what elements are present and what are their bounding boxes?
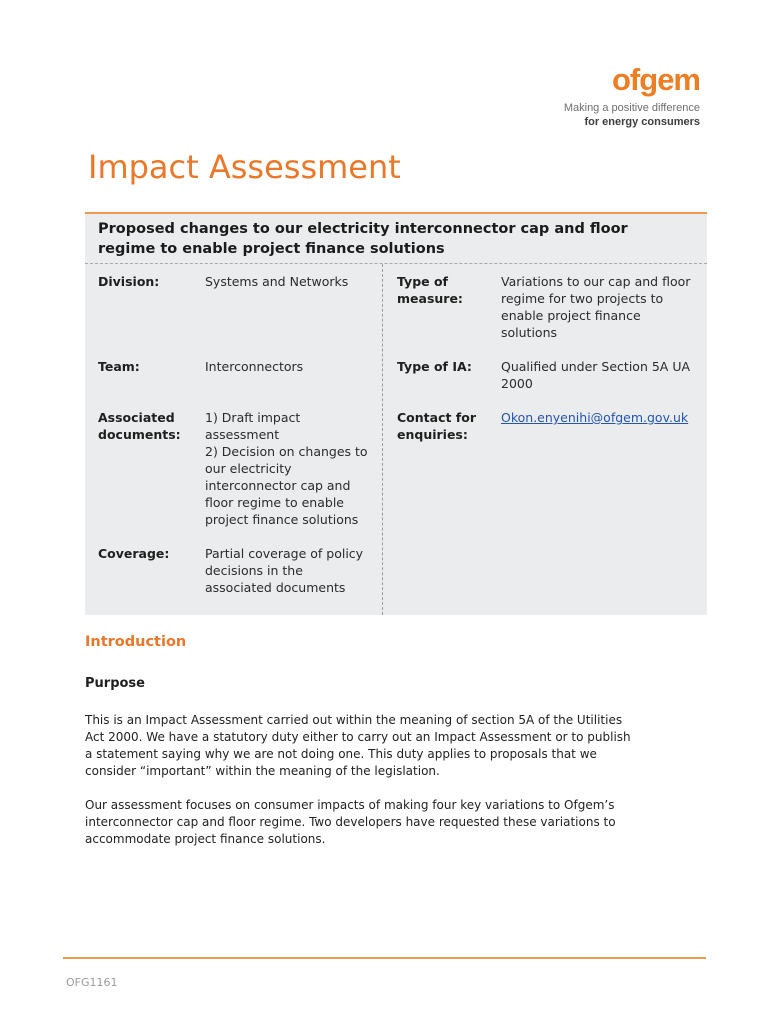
coverage-value-line: Partial coverage of policy bbox=[205, 546, 364, 561]
measure-value-line: regime for two projects to bbox=[501, 291, 664, 306]
ia-type-label: Type of IA: bbox=[397, 359, 472, 374]
logo-wordmark: ofgem bbox=[612, 62, 700, 97]
assessment-paragraph bbox=[85, 797, 695, 848]
summary-heading-line: regime to enable project finance solutions bbox=[98, 241, 445, 257]
purpose-heading: Purpose bbox=[85, 676, 145, 691]
documents-value-line: project finance solutions bbox=[205, 512, 359, 527]
document-reference: OFG1161 bbox=[66, 976, 118, 989]
column-divider bbox=[382, 264, 383, 615]
ia-type-value-line: 2000 bbox=[501, 376, 533, 391]
measure-value-line: enable project finance bbox=[501, 308, 641, 323]
summary-divider bbox=[85, 263, 707, 264]
documents-value-line: floor regime to enable bbox=[205, 495, 344, 510]
documents-value-line: 1) Draft impact bbox=[205, 410, 301, 425]
measure-value-line: solutions bbox=[501, 325, 558, 340]
documents-value-line: 2) Decision on changes to bbox=[205, 444, 368, 459]
paragraph-line: This is an Impact Assessment carried out within the meaning of section 5A of the Utilities bbox=[85, 713, 623, 727]
contact-label-line: Contact for bbox=[397, 410, 476, 425]
team-label: Team: bbox=[98, 359, 140, 374]
ofgem-logo bbox=[564, 62, 700, 129]
summary-heading-line: Proposed changes to our electricity interconnector cap and floor bbox=[98, 221, 628, 237]
ia-type-value bbox=[501, 358, 690, 392]
footer-divider bbox=[63, 957, 706, 959]
measure-value-line: Variations to our cap and floor bbox=[501, 274, 691, 289]
documents-value bbox=[205, 409, 368, 528]
paragraph-line: a statement saying why we are not doing one. This duty applies to proposals that we bbox=[85, 747, 597, 761]
coverage-value bbox=[205, 545, 363, 596]
measure-label bbox=[397, 273, 463, 307]
purpose-paragraph bbox=[85, 712, 695, 780]
paragraph-line: accommodate project finance solutions. bbox=[85, 832, 326, 846]
documents-label-line: Associated bbox=[98, 410, 175, 425]
documents-label-line: documents: bbox=[98, 427, 181, 442]
coverage-value-line: decisions in the bbox=[205, 563, 303, 578]
documents-value-line: our electricity bbox=[205, 461, 292, 476]
division-value: Systems and Networks bbox=[205, 274, 349, 289]
logo-tagline-strong: for energy consumers bbox=[584, 116, 700, 128]
ia-type-value-line: Qualified under Section 5A UA bbox=[501, 359, 691, 374]
summary-panel bbox=[85, 212, 707, 615]
paragraph-line: Act 2000. We have a statutory duty either to carry out an Impact Assessment or to publish bbox=[85, 730, 631, 744]
contact-email-link[interactable]: Okon.enyenihi@ofgem.gov.uk bbox=[501, 410, 689, 425]
logo-tagline: Making a positive difference bbox=[563, 102, 700, 114]
measure-value bbox=[501, 273, 690, 341]
coverage-label: Coverage: bbox=[98, 546, 170, 561]
documents-value-line: interconnector cap and bbox=[205, 478, 351, 493]
introduction-heading: Introduction bbox=[85, 634, 187, 650]
paragraph-line: Our assessment focuses on consumer impacts of making four key variations to Ofgem’s bbox=[85, 798, 615, 812]
paragraph-line: consider “important” within the meaning of the legislation. bbox=[85, 764, 440, 778]
measure-label-line: measure: bbox=[397, 291, 463, 306]
documents-label bbox=[98, 409, 181, 443]
contact-label-line: enquiries: bbox=[397, 427, 468, 442]
contact-label bbox=[397, 409, 476, 443]
page-title: Impact Assessment bbox=[88, 148, 401, 186]
paragraph-line: interconnector cap and floor regime. Two developers have requested these variations to bbox=[85, 815, 616, 829]
summary-heading bbox=[98, 219, 698, 259]
measure-label-line: Type of bbox=[397, 274, 448, 289]
division-label: Division: bbox=[98, 274, 160, 289]
coverage-value-line: associated documents bbox=[205, 580, 346, 595]
team-value: Interconnectors bbox=[205, 359, 304, 374]
documents-value-line: assessment bbox=[205, 427, 280, 442]
